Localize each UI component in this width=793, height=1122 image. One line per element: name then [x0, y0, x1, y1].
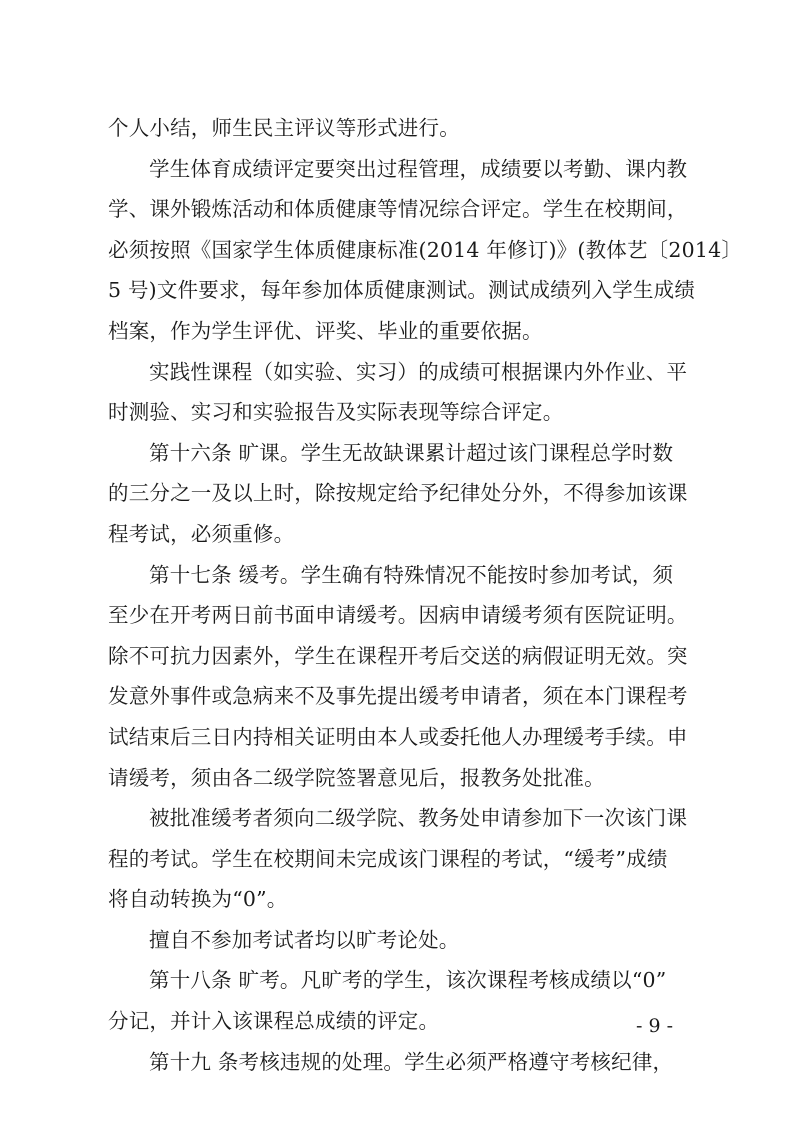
article-18-heading-line: 第十八条 旷考。凡旷考的学生，该次课程考核成绩以“0”: [149, 968, 667, 993]
text-line: 实践性课程（如实验、实习）的成绩可根据课内外作业、平: [149, 359, 688, 384]
text-line: 至少在开考两日前书面申请缓考。因病申请缓考须有医院证明。: [108, 603, 688, 628]
text-line: 除不可抗力因素外，学生在课程开考后交送的病假证明无效。突: [108, 643, 688, 668]
text-line: 学、课外锻炼活动和体质健康等情况综合评定。学生在校期间，: [108, 197, 688, 222]
text-line: 程考试，必须重修。: [108, 521, 295, 546]
text-line: 被批准缓考者须向二级学院、教务处申请参加下一次该门课: [149, 806, 688, 831]
text-line: 擅自不参加考试者均以旷考论处。: [149, 927, 460, 952]
text-line: 发意外事件或急病来不及事先提出缓考申请者，须在本门课程考: [108, 684, 688, 709]
text-line: 必须按照《国家学生体质健康标准(2014 年修订)》(教体艺〔2014〕: [108, 237, 743, 262]
text-line: 学生体育成绩评定要突出过程管理，成绩要以考勤、课内教: [149, 156, 688, 181]
body-text: [108, 108, 743, 1082]
text-line: 程的考试。学生在校期间未完成该门课程的考试，“缓考”成绩: [108, 846, 668, 871]
article-16-heading-line: 第十六条 旷课。学生无故缺课累计超过该门课程总学时数: [149, 440, 674, 465]
text-line: 将自动转换为“0”。: [108, 887, 288, 912]
article-19-heading-line: 第十九 条考核违规的处理。学生必须严格遵守考核纪律，: [149, 1049, 674, 1074]
text-line: 档案，作为学生评优、评奖、毕业的重要依据。: [108, 318, 543, 343]
text-line: 请缓考，须由各二级学院签署意见后，报教务处批准。: [108, 765, 605, 790]
article-17-heading-line: 第十七条 缓考。学生确有特殊情况不能按时参加考试，须: [149, 562, 674, 587]
page-number: - 9 -: [636, 1015, 674, 1037]
text-line: 5 号)文件要求，每年参加体质健康测试。测试成绩列入学生成绩: [108, 278, 696, 303]
text-line: 时测验、实习和实验报告及实际表现等综合评定。: [108, 400, 564, 425]
text-line: 试结束后三日内持相关证明由本人或委托他人办理缓考手续。申: [108, 724, 688, 749]
text-line: 的三分之一及以上时，除按规定给予纪律处分外，不得参加该课: [108, 481, 688, 506]
text-line: 个人小结，师生民主评议等形式进行。: [108, 116, 460, 140]
text-line: 分记，并计入该课程总成绩的评定。: [108, 1009, 440, 1034]
